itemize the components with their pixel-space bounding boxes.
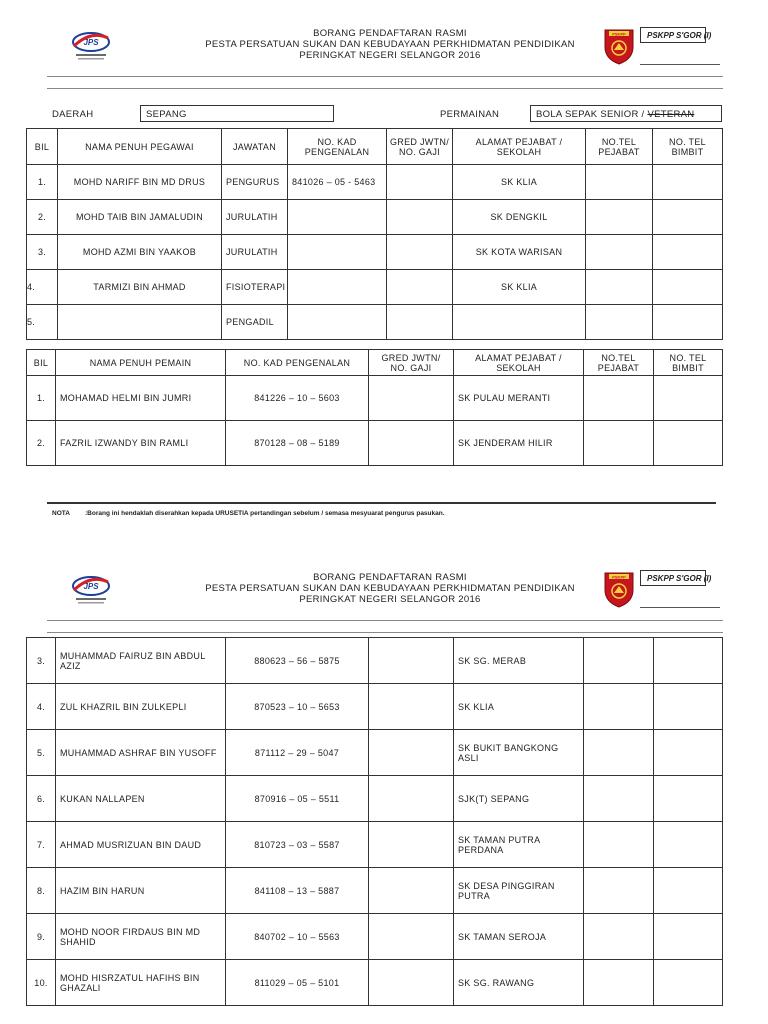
col-header: BIL bbox=[27, 350, 56, 376]
form-subtitle: PESTA PERSATUAN SUKAN DAN KEBUDAYAAN PERKHIDMATAN PENDIDIKAN bbox=[205, 583, 575, 594]
tel-pejabat-cell[interactable] bbox=[584, 960, 654, 1006]
table-row bbox=[27, 376, 723, 421]
tel-bimbit-cell[interactable] bbox=[653, 270, 723, 305]
tel-pejabat-cell[interactable] bbox=[586, 165, 653, 200]
col-header: ALAMAT PEJABAT / SEKOLAH bbox=[453, 129, 586, 165]
tel-bimbit-cell[interactable] bbox=[654, 868, 723, 914]
alamat-cell[interactable]: SK DENGKIL bbox=[453, 200, 586, 235]
alamat-cell[interactable]: SK KLIA bbox=[453, 270, 586, 305]
tel-bimbit-cell[interactable] bbox=[654, 421, 723, 466]
tel-bimbit-cell[interactable] bbox=[654, 684, 723, 730]
form-title: BORANG PENDAFTARAN RASMI bbox=[313, 28, 467, 39]
table-row bbox=[27, 684, 723, 730]
name-cell[interactable]: MUHAMMAD ASHRAF BIN YUSOFF bbox=[56, 730, 226, 776]
tel-pejabat-cell[interactable] bbox=[586, 200, 653, 235]
permainan-struck-option: VETERAN bbox=[647, 109, 695, 120]
name-cell[interactable]: MOHD TAIB BIN JAMALUDIN bbox=[58, 200, 222, 235]
ic-cell[interactable]: 811029 – 05 – 5101 bbox=[226, 960, 369, 1006]
name-cell[interactable]: MOHAMAD HELMI BIN JUMRI bbox=[56, 376, 226, 421]
bil-cell: 1. bbox=[27, 376, 56, 421]
jawatan-cell[interactable]: PENGURUS bbox=[222, 165, 288, 200]
col-header: NO. TEL BIMBIT bbox=[654, 350, 723, 376]
form-header bbox=[170, 572, 610, 605]
name-cell[interactable]: ZUL KHAZRIL BIN ZULKEPLI bbox=[56, 684, 226, 730]
signature-line bbox=[640, 607, 720, 608]
alamat-cell[interactable] bbox=[453, 305, 586, 340]
divider bbox=[47, 88, 723, 89]
bil-cell: 6. bbox=[27, 776, 56, 822]
table-row bbox=[27, 638, 723, 684]
alamat-cell[interactable]: SK TAMAN PUTRA PERDANA bbox=[454, 822, 584, 868]
col-header: NO. KAD PENGENALAN bbox=[288, 129, 387, 165]
bil-cell: 4. bbox=[27, 270, 58, 305]
gred-cell[interactable] bbox=[387, 270, 453, 305]
tel-bimbit-cell[interactable] bbox=[654, 914, 723, 960]
alamat-cell[interactable]: SK SG. RAWANG bbox=[454, 960, 584, 1006]
ic-cell[interactable]: 870523 – 10 – 5653 bbox=[226, 684, 369, 730]
form-header bbox=[170, 28, 610, 61]
bil-cell: 3. bbox=[27, 235, 58, 270]
tel-pejabat-cell[interactable] bbox=[584, 914, 654, 960]
svg-text:PSKPP: PSKPP bbox=[612, 574, 626, 580]
ic-cell[interactable]: 810723 – 03 – 5587 bbox=[226, 822, 369, 868]
gred-cell[interactable] bbox=[369, 776, 454, 822]
ic-cell[interactable]: 871112 – 29 – 5047 bbox=[226, 730, 369, 776]
alamat-cell[interactable]: SK SG. MERAB bbox=[454, 638, 584, 684]
gred-cell[interactable] bbox=[369, 822, 454, 868]
bil-cell: 2. bbox=[27, 421, 56, 466]
pskpp-shield-logo bbox=[602, 27, 636, 70]
pskpp-shield-logo bbox=[602, 570, 636, 613]
table-row bbox=[27, 868, 723, 914]
officials-table bbox=[26, 128, 723, 340]
table-row bbox=[27, 165, 723, 200]
ic-cell[interactable] bbox=[288, 235, 387, 270]
name-cell[interactable]: FAZRIL IZWANDY BIN RAMLI bbox=[56, 421, 226, 466]
alamat-cell[interactable]: SK BUKIT BANGKONG ASLI bbox=[454, 730, 584, 776]
gred-cell[interactable] bbox=[369, 376, 454, 421]
col-header: NAMA PENUH PEGAWAI bbox=[58, 129, 222, 165]
ic-cell[interactable]: 841226 – 10 – 5603 bbox=[226, 376, 369, 421]
tel-bimbit-cell[interactable] bbox=[653, 165, 723, 200]
signature-line bbox=[640, 64, 720, 65]
bil-cell: 5. bbox=[27, 730, 56, 776]
ic-cell[interactable]: 880623 – 56 – 5875 bbox=[226, 638, 369, 684]
bil-cell: 8. bbox=[27, 868, 56, 914]
table-row bbox=[27, 914, 723, 960]
tel-pejabat-cell[interactable] bbox=[584, 822, 654, 868]
tel-pejabat-cell[interactable] bbox=[584, 730, 654, 776]
jps-logo bbox=[68, 570, 114, 619]
name-cell[interactable]: MOHD HISRZATUL HAFIHS BIN GHAZALI bbox=[56, 960, 226, 1006]
alamat-cell[interactable]: SK DESA PINGGIRAN PUTRA bbox=[454, 868, 584, 914]
col-header: NO. KAD PENGENALAN bbox=[226, 350, 369, 376]
bil-cell: 7. bbox=[27, 822, 56, 868]
table-row bbox=[27, 200, 723, 235]
tel-pejabat-cell[interactable] bbox=[586, 235, 653, 270]
col-header: GRED JWTN/ NO. GAJI bbox=[369, 350, 454, 376]
bil-cell: 10. bbox=[27, 960, 56, 1006]
alamat-cell[interactable]: SK JENDERAM HILIR bbox=[454, 421, 584, 466]
jawatan-cell[interactable]: FISIOTERAPI bbox=[222, 270, 288, 305]
ic-cell[interactable]: 870916 – 05 – 5511 bbox=[226, 776, 369, 822]
permainan-value: BOLA SEPAK SENIOR / bbox=[536, 109, 645, 120]
name-cell[interactable]: KUKAN NALLAPEN bbox=[56, 776, 226, 822]
table-row bbox=[27, 960, 723, 1006]
col-header: GRED JWTN/ NO. GAJI bbox=[387, 129, 453, 165]
jawatan-cell[interactable]: JURULATIH bbox=[222, 235, 288, 270]
divider bbox=[47, 620, 723, 621]
alamat-cell[interactable]: SK KOTA WARISAN bbox=[453, 235, 586, 270]
gred-cell[interactable] bbox=[369, 960, 454, 1006]
divider bbox=[47, 76, 723, 77]
form-title: BORANG PENDAFTARAN RASMI bbox=[313, 572, 467, 583]
col-header: BIL bbox=[27, 129, 58, 165]
bil-cell: 5. bbox=[27, 305, 58, 340]
tel-pejabat-cell[interactable] bbox=[584, 684, 654, 730]
tel-bimbit-cell[interactable] bbox=[654, 822, 723, 868]
form-subtitle: PESTA PERSATUAN SUKAN DAN KEBUDAYAAN PERKHIDMATAN PENDIDIKAN bbox=[205, 39, 575, 50]
divider bbox=[47, 632, 723, 633]
tel-pejabat-cell[interactable] bbox=[584, 868, 654, 914]
alamat-cell[interactable]: SK PULAU MERANTI bbox=[454, 376, 584, 421]
gred-cell[interactable] bbox=[369, 421, 454, 466]
name-cell[interactable]: AHMAD MUSRIZUAN BIN DAUD bbox=[56, 822, 226, 868]
tel-bimbit-cell[interactable] bbox=[654, 776, 723, 822]
form-subtitle-level: PERINGKAT NEGERI SELANGOR 2016 bbox=[299, 50, 481, 61]
alamat-cell[interactable]: SJK(T) SEPANG bbox=[454, 776, 584, 822]
form-subtitle-level: PERINGKAT NEGERI SELANGOR 2016 bbox=[299, 594, 481, 605]
col-header: NO.TEL PEJABAT bbox=[584, 350, 654, 376]
ic-cell[interactable]: 841108 – 13 – 5887 bbox=[226, 868, 369, 914]
nota-text: :Borang ini hendaklah diserahkan kepada URUSETIA pertandingan sebelum / semasa mesyuarat pengurus pasukan. bbox=[85, 510, 445, 517]
players-table bbox=[26, 349, 723, 466]
tel-pejabat-cell[interactable] bbox=[586, 270, 653, 305]
gred-cell[interactable] bbox=[369, 638, 454, 684]
players-header-row bbox=[27, 350, 723, 376]
col-header: ALAMAT PEJABAT / SEKOLAH bbox=[454, 350, 584, 376]
jps-logo bbox=[68, 26, 114, 75]
ic-cell[interactable]: 870128 – 08 – 5189 bbox=[226, 421, 369, 466]
jawatan-cell[interactable]: PENGADIL bbox=[222, 305, 288, 340]
gred-cell[interactable] bbox=[387, 165, 453, 200]
tel-bimbit-cell[interactable] bbox=[654, 376, 723, 421]
gred-cell[interactable] bbox=[369, 914, 454, 960]
bil-cell: 9. bbox=[27, 914, 56, 960]
ic-cell[interactable] bbox=[288, 270, 387, 305]
ic-cell[interactable]: 840702 – 10 – 5563 bbox=[226, 914, 369, 960]
tel-bimbit-cell[interactable] bbox=[654, 730, 723, 776]
name-cell[interactable]: MUHAMMAD FAIRUZ BIN ABDUL AZIZ bbox=[56, 638, 226, 684]
tel-pejabat-cell[interactable] bbox=[586, 305, 653, 340]
table-row bbox=[27, 822, 723, 868]
alamat-cell[interactable]: SK KLIA bbox=[454, 684, 584, 730]
col-header: NAMA PENUH PEMAIN bbox=[56, 350, 226, 376]
form-code: PSKPP S'GOR (I) bbox=[640, 570, 706, 586]
jawatan-cell[interactable]: JURULATIH bbox=[222, 200, 288, 235]
gred-cell[interactable] bbox=[387, 235, 453, 270]
gred-cell[interactable] bbox=[369, 730, 454, 776]
svg-text:JPS: JPS bbox=[83, 38, 99, 47]
daerah-field[interactable]: SEPANG bbox=[140, 105, 334, 122]
name-cell[interactable]: TARMIZI BIN AHMAD bbox=[58, 270, 222, 305]
form-code: PSKPP S'GOR (I) bbox=[640, 27, 706, 43]
col-header: NO.TEL PEJABAT bbox=[586, 129, 653, 165]
ic-cell[interactable] bbox=[288, 200, 387, 235]
table-row bbox=[27, 421, 723, 466]
tel-pejabat-cell[interactable] bbox=[584, 776, 654, 822]
table-row bbox=[27, 776, 723, 822]
svg-text:PSKPP: PSKPP bbox=[612, 31, 626, 37]
table-row bbox=[27, 730, 723, 776]
name-cell[interactable]: HAZIM BIN HARUN bbox=[56, 868, 226, 914]
bil-cell: 1. bbox=[27, 165, 58, 200]
name-cell[interactable]: MOHD NARIFF BIN MD DRUS bbox=[58, 165, 222, 200]
permainan-field[interactable] bbox=[530, 105, 722, 122]
tel-bimbit-cell[interactable] bbox=[654, 638, 723, 684]
name-cell[interactable]: MOHD AZMI BIN YAAKOB bbox=[58, 235, 222, 270]
ic-cell[interactable] bbox=[288, 305, 387, 340]
tel-bimbit-cell[interactable] bbox=[653, 235, 723, 270]
gred-cell[interactable] bbox=[387, 200, 453, 235]
permainan-label: PERMAINAN bbox=[440, 109, 500, 120]
officials-header-row bbox=[27, 129, 723, 165]
table-row bbox=[27, 305, 723, 340]
bil-cell: 4. bbox=[27, 684, 56, 730]
tel-pejabat-cell[interactable] bbox=[584, 376, 654, 421]
col-header: JAWATAN bbox=[222, 129, 288, 165]
tel-pejabat-cell[interactable] bbox=[584, 421, 654, 466]
table-row bbox=[27, 270, 723, 305]
bil-cell: 3. bbox=[27, 638, 56, 684]
col-header: NO. TEL BIMBIT bbox=[653, 129, 723, 165]
tel-bimbit-cell[interactable] bbox=[654, 960, 723, 1006]
table-row bbox=[27, 235, 723, 270]
gred-cell[interactable] bbox=[387, 305, 453, 340]
nota-divider bbox=[47, 502, 716, 504]
name-cell[interactable] bbox=[58, 305, 222, 340]
players-table-continued bbox=[26, 637, 723, 1006]
ic-cell[interactable]: 841026 – 05 - 5463 bbox=[288, 165, 387, 200]
bil-cell: 2. bbox=[27, 200, 58, 235]
tel-bimbit-cell[interactable] bbox=[653, 200, 723, 235]
gred-cell[interactable] bbox=[369, 684, 454, 730]
tel-bimbit-cell[interactable] bbox=[653, 305, 723, 340]
alamat-cell[interactable]: SK KLIA bbox=[453, 165, 586, 200]
svg-text:JPS: JPS bbox=[83, 582, 99, 591]
nota-label: NOTA bbox=[52, 510, 70, 517]
gred-cell[interactable] bbox=[369, 868, 454, 914]
daerah-label: DAERAH bbox=[52, 109, 94, 120]
name-cell[interactable]: MOHD NOOR FIRDAUS BIN MD SHAHID bbox=[56, 914, 226, 960]
tel-pejabat-cell[interactable] bbox=[584, 638, 654, 684]
alamat-cell[interactable]: SK TAMAN SEROJA bbox=[454, 914, 584, 960]
